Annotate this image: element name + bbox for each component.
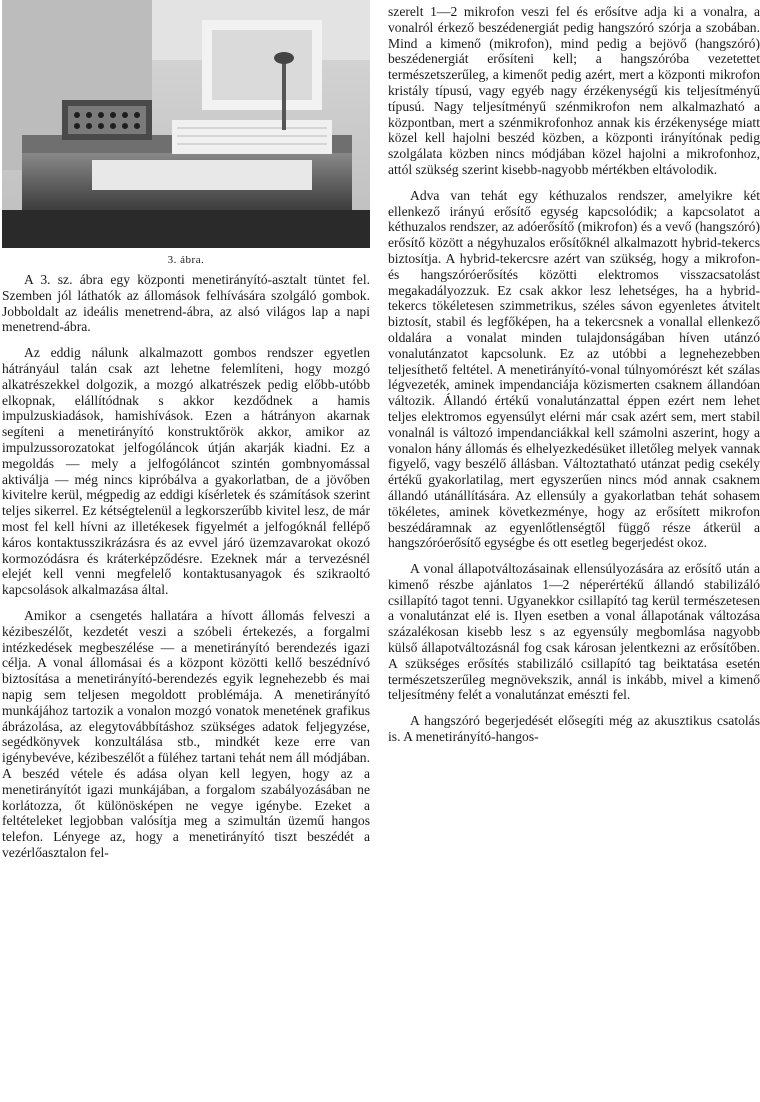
- paragraph: szerelt 1—2 mikrofon veszi fel és erősítve adja ki a vonalra, a vonalról érkező beszédenergiát pedig hangszóró szórja a szobában. Mind a kimenő (mikrofon), mind pedig a bejövő (hangszóró) beszédenergiát erősíteni kell; a hangszóróba vezetettet természetszerűleg, a kimenőt pedig azért, mert a központi mikrofon kristály típusú, vagy egyéb nagy érzékenységű kis teljesítményű típusú. Nagy teljesítményű szénmikrofon nem alkalmazható a központban, mert a szénmikrofonhoz annak kis érzékenysége miatt közel kell hajolni beszéd közben, a központi irányítónak pedig szolgálata közben nincs módjában közel hajolni a mikrofonhoz, attól szükség szerint kisebb-nagyobb mértékben eltávolodik.: [388, 4, 760, 177]
- paragraph: Az eddig nálunk alkalmazott gombos rendszer egyetlen hátrányául talán csak azt lehetne felemlíteni, hogy mozgó alkatrészekkel dolgozik, a mozgó alkatrészek pedig előbb-utóbb elkopnak, elállítódnak s akkor kezdődnek a hamis impulzuskiadások, hamishívások. Ezen a hátrányon akarnak segíteni a menetirányító konstruktőrök akkor, amikor az impulzussorozatokat jelfogóláncok útján akarják kiadni. Ez a megoldás — mely a jelfogóláncot szintén gombnyomással aktiválja — még nincs kipróbálva a gyakorlatban, de a jövőben kivitelre kerül, mégpedig az eddigi kísérletek és számítások szerint teljes sikerrel. Ez kétségtelenül a legkorszerűbb kivitel lesz, de már most fel kell hívni az illetékesek figyelmét a jelfogóknál fellépő káros kontaktusszikrázásra és az evvel járó üzemzavarokat okozó kormozódásra és kráterképződésre. Ezeknek már a tervezésnél elejét kell venni megfelelő kontaktusanyagok és szikraoltó kapcsolások alkalmazása által.: [2, 345, 370, 598]
- paragraph: Adva van tehát egy kéthuzalos rendszer, amelyikre két ellenkező irányú erősítő egység kapcsolódik; a kapcsolatot a kéthuzalos rendszer, az adóerősítő (mikrofon) és a vevő (hangszóró) erősítő között a négyhuzalos erősítőknél alkalmazott hybrid-tekercs biztosítja. A hybrid-tekercsre azért van szükség, hogy a mikrofon- és hangszóróerősítés közötti elektromos visszacsatolást megakadályozzuk. Ez csak akkor lesz lehetséges, ha a hybrid-tekercs tökéletesen szimmetrikus, széles sávon egyenletes átvitelt biztosít, stabil és legfőképen, ha a tekercsnek a vonallal ellenkező oldalára a vonalat minden tulajdonságában híven utánzó vonalutánzatot kapcsolunk. Ez az utóbbi a legnehezebben teljesíthető feltétel. A menetirányító-vonal túlnyomórészt két szálas légvezeték, aminek impendanciája közismerten csaknem állandóan változik. Állandó értékű vonalutánzattal éppen ezért nem lehet teljes elektromos egyensúlyt elérni már csak azért sem, mert stabil vonalnál is változó impendanciákkal kell számolni aszerint, hogy a vonalon hány állomás és elhelyezkedésüket illetőleg melyek vannak figyelő, vagy beszélő állásban. Változtatható utánzat pedig csekély értékű gyakorlatilag, mert egyszerűen nincs mód annak csaknem állandó utánállítására. Az ellensúly a gyakorlatban tehát sohasem tökéletes, aminek következménye, hogy az erősített mikrofon beszédáramnak az egyenlőtlenségtől függő része átkerül a hangszóróerősítő egységbe és ott esetleg begerjedést okoz.: [388, 187, 760, 551]
- paragraph: A 3. sz. ábra egy központi menetirányító-asztalt tüntet fel. Szemben jól láthatók az állomások felhívására szolgáló gombok. Jobboldalt az ideális menetrend-ábra, az alsó világos lap a napi menetrend-ábra.: [2, 272, 370, 335]
- right-column: [388, 0, 760, 1102]
- paragraph: A hangszóró begerjedését elősegíti még az akusztikus csatolás is. A menetirányító-hangos-: [388, 713, 760, 745]
- left-column: [2, 0, 370, 1102]
- left-column-text: [2, 272, 370, 871]
- right-column-text: [388, 4, 760, 755]
- figure-caption: 3. ábra.: [167, 254, 205, 266]
- paragraph: Amikor a csengetés hallatára a hívott állomás felveszi a kézibeszélőt, kezdetét veszi a szóbeli értekezés, a forgalmi intézkedések megbeszélése — a menetirányító berendezés igazi célja. A vonal állomásai és a központ közötti kellő beszédnívó biztosítása a menetirányító-berendezés egyik legnehezebb és mai napig sem teljesen megoldott problémája. A menetirányító munkájához tartozik a vonalon mozgó vonatok menetének grafikus ábrázolása, az elegytovábbításhoz szükséges adatok feljegyzése, segédkönyvek konzultálása stb., mindkét keze erre van igénybevéve, kézibeszélőt a füléhez tartani tehát nem áll módjában. A beszéd vétele és adása olyan kell legyen, hogy az a menetirányítót igazi munkájában, a forgalom szabályozásában ne korlátozza, őt különösképen ne vegye igénybe. Ezeket a feltételeket legjobban valósítja meg a szimultán üzemű hangos telefon. Lényege az, hogy a menetirányító tiszt beszédét a vezérlőasztalon fel-: [2, 607, 370, 860]
- figure-photo: [2, 0, 370, 248]
- dispatcher-desk-photo: [2, 0, 370, 248]
- paragraph: A vonal állapotváltozásainak ellensúlyozására az erősítő után a kimenő részbe ajánlatos 1—2 néperértékű állandó stabilizáló csillapító tagot tenni. Ugyanekkor csillapító tag kerül természetesen a vonalutánzat elé is. Ilyen esetben a vonal állapotának változása százalékosan kisebb lesz s az egyensúly megbomlása nagyobb külső állapotváltozásnál fog csak károsan jelentkezni az erősítőben. A szükséges erősítés stabilizáló csillapító tag beiktatása esetén természetszerűleg megnövekszik, annál is inkább, mivel a kimenő teljesítmény felét a vonalutánzat emészti fel.: [388, 561, 760, 703]
